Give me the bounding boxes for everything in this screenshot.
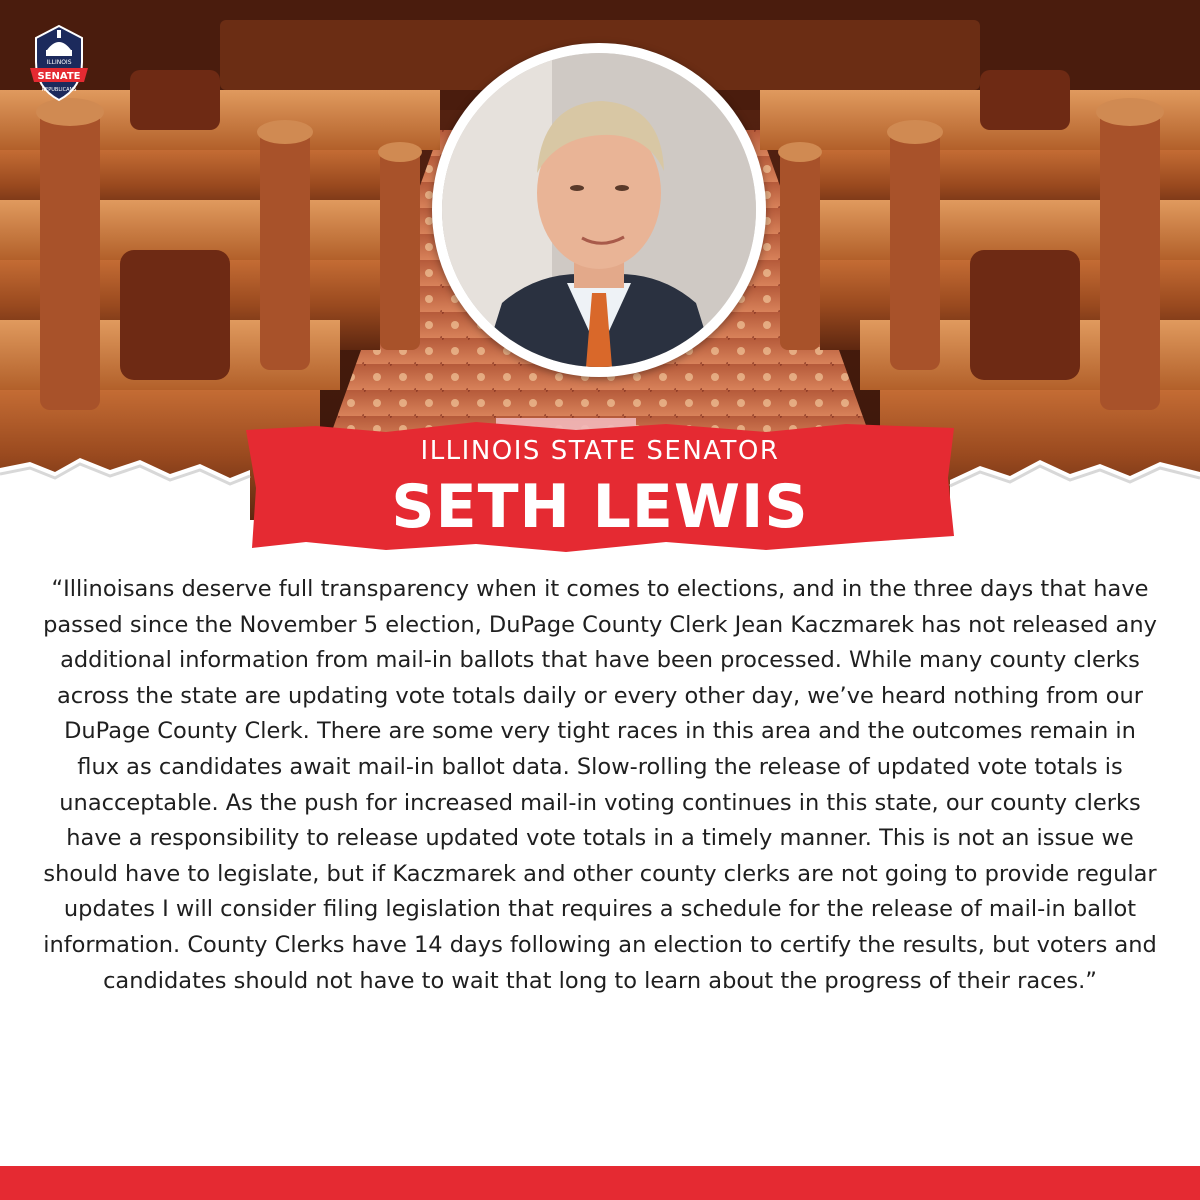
illinois-senate-republicans-logo [22,22,96,104]
bottom-accent-bar [0,1166,1200,1200]
logo-wordmark: SENATE [37,71,81,82]
logo-state: ILLINOIS [46,59,72,66]
senator-portrait-frame [432,43,766,377]
senator-portrait-photo [442,53,756,367]
capitol-dome-icon [22,22,96,104]
logo-party: REPUBLICANS [41,87,77,93]
senator-name: SETH LEWIS [391,472,809,542]
statement-quote: “Illinoisans deserve full transparency when it comes to elections, and in the three days that have passed since the November 5 election, DuPage County Clerk Jean Kaczmarek has not released any additional information from mail-in ballots that have been processed. While many county clerks across the state are updating vote totals daily or every other day, we’ve heard nothing from our DuPage County Clerk. There are some very tight races in this area and the outcomes remain in flux as candidates await mail-in ballot data. Slow-rolling the release of updated vote totals is unacceptable. As the push for increased mail-in voting continues in this state, our county clerks have a responsibility to release updated vote totals in a timely manner. This is not an issue we should have to legislate, but if Kaczmarek and other county clerks are not going to provide regular updates I will consider filing legislation that requires a schedule for the release of mail-in ballot information. County Clerks have 14 days following an election to certify the results, but voters and candidates should not have to wait that long to learn about the progress of their races.” [43,576,1157,994]
banner-title: ILLINOIS STATE SENATOR [420,436,780,466]
